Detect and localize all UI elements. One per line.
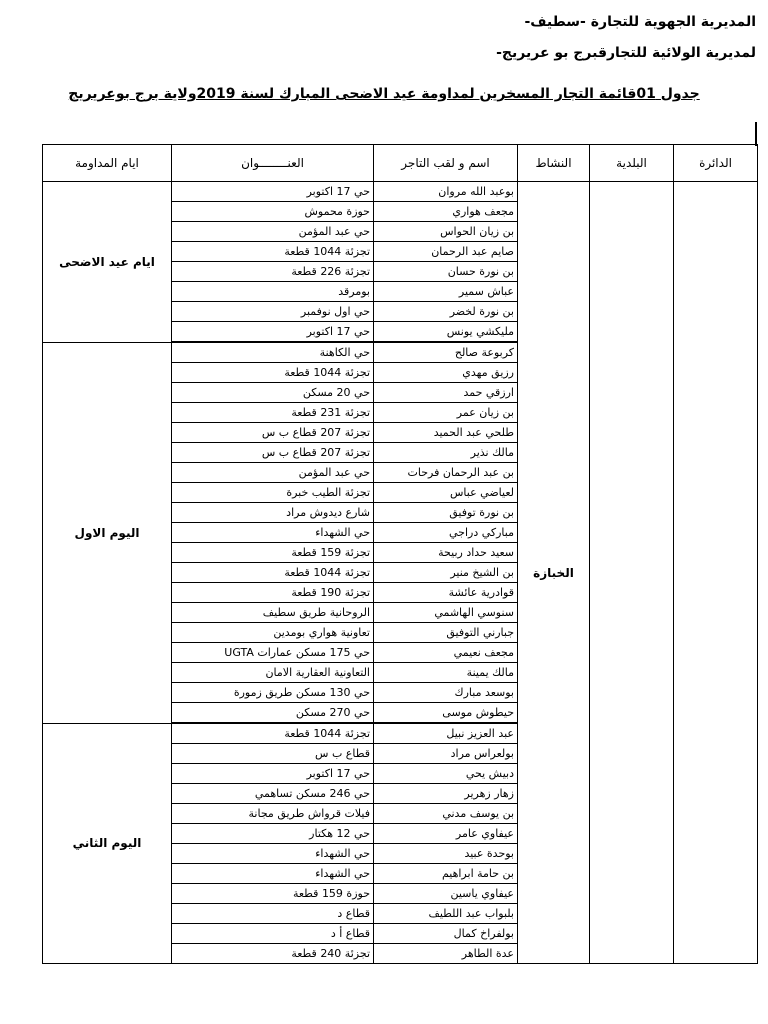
merchant-name: بن الشيخ منير bbox=[374, 563, 518, 583]
merchant-name: دبيش يحي bbox=[374, 764, 518, 784]
merchant-address: حي 17 اكتوبر bbox=[172, 182, 374, 202]
merchant-name: عباش سمير bbox=[374, 282, 518, 302]
merchant-address: تجزئة 240 قطعة bbox=[172, 944, 374, 964]
merchant-name: بن عبد الرحمان فرحات bbox=[374, 463, 518, 483]
merchant-address: تعاونية هواري بومدين bbox=[172, 623, 374, 643]
merchant-name: ارزقي حمد bbox=[374, 383, 518, 403]
merchant-address: تجزئة 207 قطاع ب س bbox=[172, 423, 374, 443]
merchant-address: قطاع أ د bbox=[172, 924, 374, 944]
merchant-address: حي 270 مسكن bbox=[172, 703, 374, 724]
merchant-name: عيفاوي ياسين bbox=[374, 884, 518, 904]
duty-days-cell: اليوم الثاني bbox=[43, 723, 172, 964]
merchant-address: حي 17 اكتوبر bbox=[172, 764, 374, 784]
col-header-daira: الدائرة bbox=[674, 145, 758, 182]
merchant-name: بوسعد مبارك bbox=[374, 683, 518, 703]
merchant-name: عدة الطاهر bbox=[374, 944, 518, 964]
merchants-table bbox=[42, 144, 758, 964]
merchant-address: حي 17 اكتوبر bbox=[172, 322, 374, 343]
header-directorate-wilaya: لمديرية الولائية للتجارقبرج بو عريريج- bbox=[496, 45, 756, 61]
merchant-address: تجزئة 159 قطعة bbox=[172, 543, 374, 563]
merchant-address: قطاع ب س bbox=[172, 744, 374, 764]
merchant-name: بوحدة عبيد bbox=[374, 844, 518, 864]
merchant-name: صايم عبد الرحمان bbox=[374, 242, 518, 262]
col-header-activity: النشاط bbox=[518, 145, 590, 182]
merchant-name: سنوسي الهاشمي bbox=[374, 603, 518, 623]
merchant-address: حي عبد المؤمن bbox=[172, 222, 374, 242]
merchant-name: بن زيان عمر bbox=[374, 403, 518, 423]
merchant-name: جبارني التوفيق bbox=[374, 623, 518, 643]
merchant-name: بن زيان الحواس bbox=[374, 222, 518, 242]
merchant-address: تجزئة 1044 قطعة bbox=[172, 563, 374, 583]
merchant-name: بن حامة ابراهيم bbox=[374, 864, 518, 884]
merchant-address: تجزئة 1044 قطعة bbox=[172, 363, 374, 383]
daira-cell bbox=[674, 182, 758, 964]
merchant-name: مليكشي يونس bbox=[374, 322, 518, 343]
merchant-name: مجعف نعيمي bbox=[374, 643, 518, 663]
merchant-name: رزيق مهدي bbox=[374, 363, 518, 383]
merchant-address: تجزئة 190 قطعة bbox=[172, 583, 374, 603]
merchant-address: حي الكاهنة bbox=[172, 342, 374, 363]
merchant-address: تجزئة 231 قطعة bbox=[172, 403, 374, 423]
merchant-address: شارع ديدوش مراد bbox=[172, 503, 374, 523]
merchant-name: بن نورة توفيق bbox=[374, 503, 518, 523]
merchant-name: مالك نذير bbox=[374, 443, 518, 463]
merchant-address: فيلات قرواش طريق مجانة bbox=[172, 804, 374, 824]
table-row bbox=[43, 182, 758, 202]
duty-days-cell: اليوم الاول bbox=[43, 342, 172, 723]
document-title: جدول 01قائمة التجار المسخرين لمداومة عيد الاضحى المبارك لسنة 2019ولاية برج بوعريريج bbox=[68, 86, 700, 102]
activity-cell: الخبازة bbox=[518, 182, 590, 964]
baladiya-cell bbox=[590, 182, 674, 964]
merchant-name: بن نورة حسان bbox=[374, 262, 518, 282]
merchant-address: حي الشهداء bbox=[172, 844, 374, 864]
merchant-address: بومرقد bbox=[172, 282, 374, 302]
merchant-address: حوزة 159 قطعة bbox=[172, 884, 374, 904]
merchant-address: حي 12 هكتار bbox=[172, 824, 374, 844]
merchant-address: تجزئة 1044 قطعة bbox=[172, 723, 374, 744]
merchant-name: بلبواب عبد اللطيف bbox=[374, 904, 518, 924]
table-header-row bbox=[43, 145, 758, 182]
merchant-name: بن نورة لخضر bbox=[374, 302, 518, 322]
header-directorate-regional: المديرية الجهوية للتجارة -سطيف- bbox=[524, 14, 756, 30]
merchant-name: بولعراس مراد bbox=[374, 744, 518, 764]
merchant-name: زهار زهرير bbox=[374, 784, 518, 804]
duty-days-cell: ايام عيد الاضحى bbox=[43, 182, 172, 343]
merchant-address: قطاع د bbox=[172, 904, 374, 924]
merchant-address: تجزئة الطيب خبرة bbox=[172, 483, 374, 503]
merchant-address: تجزئة 1044 قطعة bbox=[172, 242, 374, 262]
merchant-address: حوزة محموش bbox=[172, 202, 374, 222]
merchant-address: التعاونية العقارية الامان bbox=[172, 663, 374, 683]
col-header-address: العنــــــــوان bbox=[172, 145, 374, 182]
merchant-name: عبد العزيز نبيل bbox=[374, 723, 518, 744]
merchant-address: حي الشهداء bbox=[172, 864, 374, 884]
merchant-name: حيطوش موسى bbox=[374, 703, 518, 724]
merchant-address: تجزئة 226 قطعة bbox=[172, 262, 374, 282]
merchant-address: حي عبد المؤمن bbox=[172, 463, 374, 483]
merchant-address: الروحانية طريق سطيف bbox=[172, 603, 374, 623]
merchant-name: عيفاوي عامر bbox=[374, 824, 518, 844]
merchant-address: حي 20 مسكن bbox=[172, 383, 374, 403]
merchant-address: حي الشهداء bbox=[172, 523, 374, 543]
merchant-name: مجعف هواري bbox=[374, 202, 518, 222]
col-header-name: اسم و لقب التاجر bbox=[374, 145, 518, 182]
merchant-address: حي 246 مسكن تساهمي bbox=[172, 784, 374, 804]
merchant-name: سعيد حداد ربيحة bbox=[374, 543, 518, 563]
merchant-name: قوادرية عائشة bbox=[374, 583, 518, 603]
col-header-days: ايام المداومة bbox=[43, 145, 172, 182]
vertical-rule bbox=[755, 122, 757, 146]
merchant-name: مالك يمينة bbox=[374, 663, 518, 683]
table-body bbox=[43, 182, 758, 964]
merchant-address: حي اول نوفمبر bbox=[172, 302, 374, 322]
col-header-baladiya: البلدية bbox=[590, 145, 674, 182]
merchant-address: حي 130 مسكن طريق زمورة bbox=[172, 683, 374, 703]
merchant-name: مباركي دراجي bbox=[374, 523, 518, 543]
merchant-name: بوعبد الله مروان bbox=[374, 182, 518, 202]
merchant-name: كربوعة صالح bbox=[374, 342, 518, 363]
merchant-name: لعياضي عباس bbox=[374, 483, 518, 503]
merchant-address: حي 175 مسكن عمارات UGTA bbox=[172, 643, 374, 663]
merchant-name: بولفراخ كمال bbox=[374, 924, 518, 944]
merchant-name: طلحي عبد الحميد bbox=[374, 423, 518, 443]
merchant-address: تجزئة 207 قطاع ب س bbox=[172, 443, 374, 463]
merchant-name: بن يوسف مدني bbox=[374, 804, 518, 824]
